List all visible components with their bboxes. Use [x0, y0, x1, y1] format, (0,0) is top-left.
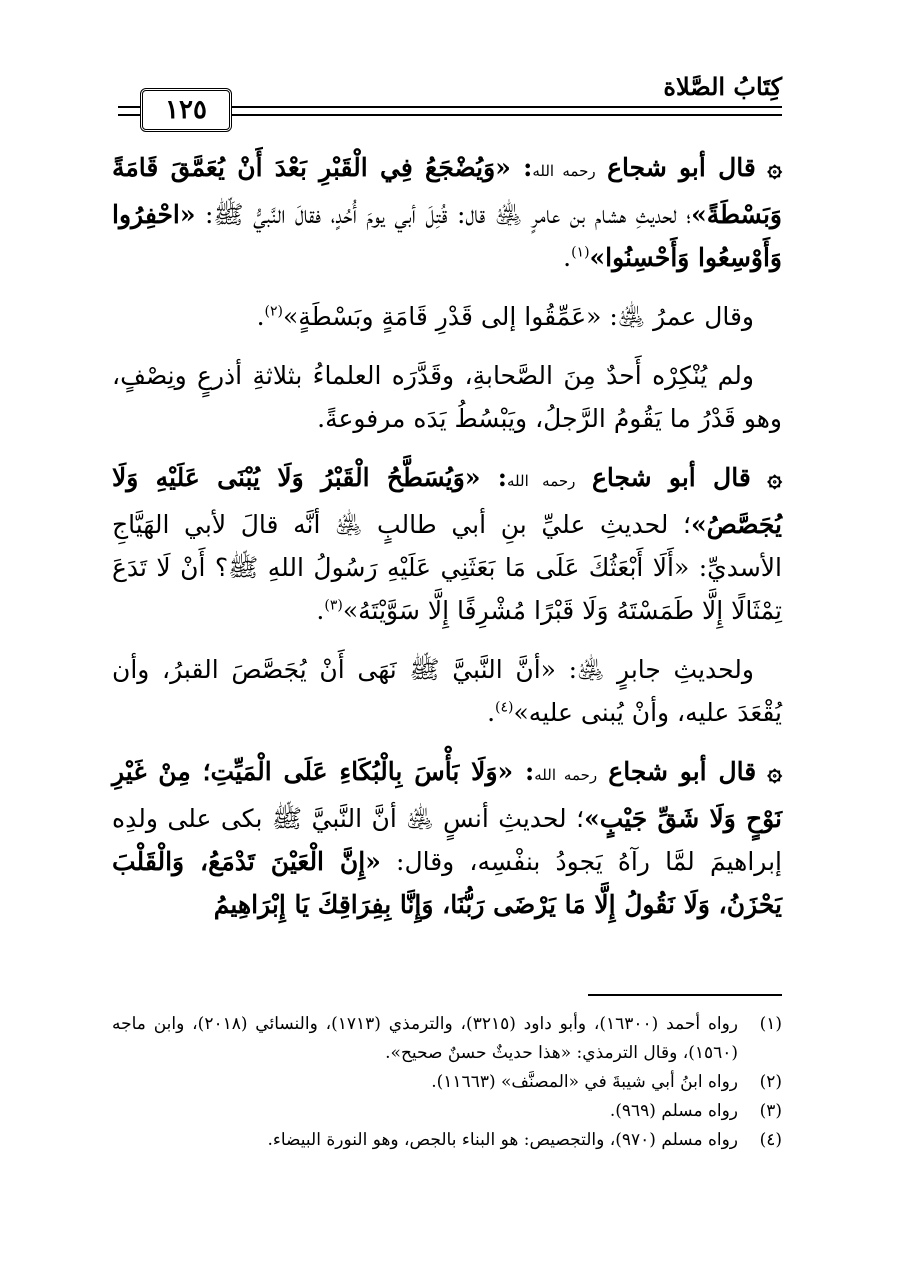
honorific: رحمه الله: [532, 162, 596, 180]
honorific: رحمه الله: [507, 472, 576, 490]
paragraph-3: [112, 354, 782, 440]
author-label: قال أبو شجاع: [608, 757, 757, 786]
footnote-number: (١): [759, 1014, 782, 1034]
footnote-number: (٣): [759, 1101, 782, 1121]
author-label: قال أبو شجاع: [607, 153, 756, 182]
author-label: قال أبو شجاع: [591, 463, 751, 492]
paragraph-2: [112, 295, 782, 338]
section-mark-icon: ۞: [767, 757, 782, 786]
footnote-separator: [588, 994, 782, 996]
matn-quote: : «وَلَا بَأْسَ بِالْبُكَاءِ عَلَى الْمَيِّتِ؛ مِنْ غَيْرِ نَوْحٍ وَلَا شَقِّ جَيْبٍ»: [112, 757, 782, 833]
matn-quote: : «وَيُسَطَّحُ الْقَبْرُ وَلَا يُبْنَى عَلَيْهِ وَلَا يُجَصَّصُ»: [112, 463, 782, 539]
footnote-ref[interactable]: (١): [571, 244, 590, 261]
paragraph-6: [112, 750, 782, 926]
footnote-text: رواه أحمد (١٦٣٠٠)، وأبو داود (٣٢١٥)، والترمذي (١٧١٣)، والنسائي (٢٠١٨)، وابن ماجه (١٥٦٠)، وقال الترمذي: «هذا حديثٌ حسنٌ صحيح».: [112, 1014, 738, 1063]
paragraph-text: ولم يُنْكِرْه أَحدٌ مِنَ الصَّحابةِ، وقَدَّرَه العلماءُ بثلاثةِ أذرعٍ ونِصْفٍ، وهو قَدْرُ ما يَقُومُ الرَّجلُ، ويَبْسُطُ يَدَه مرفوعةً.: [112, 361, 782, 433]
period: .: [256, 302, 265, 331]
page-number: ١٢٥: [140, 88, 232, 132]
footnote-number: (٢): [759, 1072, 782, 1092]
honorific: رحمه الله: [534, 766, 598, 784]
footnote-text: رواه ابنُ أبي شيبةَ في «المصنَّف» (١١٦٦٣).: [431, 1072, 738, 1092]
paragraph-text: ؛ لحديثِ عليِّ بنِ أبي طالبٍ ﵁ أنَّه قالَ لأبي الهَيَّاجِ الأسديِّ: «أَلَا أَبْعَثُكَ عَلَى مَا بَعَثَنِي عَلَيْهِ رَسُولُ اللهِ ﷺ؟ أَنْ لَا تَدَعَ تِمْثَالًا إِلَّا طَمَسْتَهُ وَلَا قَبْرًا مُشْرِفًا إِلَّا سَوَّيْتَهُ»: [112, 510, 782, 625]
footnote-item: [112, 1126, 782, 1155]
paragraph-5: [112, 648, 782, 734]
footnote-ref[interactable]: (٤): [495, 699, 514, 716]
footnote-item: [112, 1097, 782, 1126]
period: .: [563, 243, 572, 272]
paragraph-text: ؛ لحديثِ هشام بن عامرٍ ﵁ قال: قُتِلَ أبي يومَ أُحُدٍ، فقالَ النَّبيُّ ﷺ:: [195, 200, 692, 229]
running-head-title: كِتَابُ الصَّلاة: [663, 72, 782, 101]
footnote-item: [112, 1010, 782, 1068]
footnote-text: رواه مسلم (٩٧٠)، والتجصيص: هو البناء بالجص، وهو النورة البيضاء.: [267, 1130, 738, 1150]
hadith-quote: «احْفِرُوا وَأَوْسِعُوا وَأَحْسِنُوا»: [112, 200, 782, 272]
paragraph-text: وقال عمرُ ﵁: «عَمِّقُوا إلى قَدْرِ قَامَةٍ وبَسْطَةٍ»: [283, 302, 754, 331]
period: .: [316, 596, 325, 625]
footnote-text: رواه مسلم (٩٦٩).: [609, 1101, 738, 1121]
footnotes: [112, 1010, 782, 1155]
section-mark-icon: ۞: [767, 153, 783, 182]
hadith-quote: «إِنَّ الْعَيْنَ تَدْمَعُ، وَالْقَلْبَ يَحْزَنُ، وَلَا نَقُولُ إِلَّا مَا يَرْضَى رَبُّنَا، وَإِنَّا بِفِرَاقِكَ يَا إِبْرَاهِيمُ: [112, 847, 782, 919]
paragraph-4: [112, 456, 782, 632]
footnote-number: (٤): [759, 1130, 782, 1150]
main-text: [112, 146, 782, 936]
period: .: [487, 698, 496, 727]
paragraph-text: ؛ لحديثِ أنسٍ ﵁ أنَّ النَّبيَّ ﷺ بكى على ولدِه إبراهيمَ لمَّا رآهُ يَجودُ بنفْسِه، وقال:: [112, 804, 782, 876]
matn-quote: : «وَيُضْجَعُ فِي الْقَبْرِ بَعْدَ أَنْ يُعَمَّقَ قَامَةً وَبَسْطَةً»: [112, 153, 782, 229]
paragraph-text: ولحديثِ جابرٍ ﵁: «أنَّ النَّبيَّ ﷺ نَهَى أَنْ يُجَصَّصَ القبرُ، وأن يُقْعَدَ عليه، وأنْ يُبنى عليه»: [112, 655, 782, 727]
footnote-item: [112, 1068, 782, 1097]
section-mark-icon: ۞: [767, 463, 783, 492]
footnote-ref[interactable]: (٢): [264, 303, 284, 320]
footnote-ref[interactable]: (٣): [324, 597, 343, 614]
paragraph-1: [112, 146, 782, 279]
